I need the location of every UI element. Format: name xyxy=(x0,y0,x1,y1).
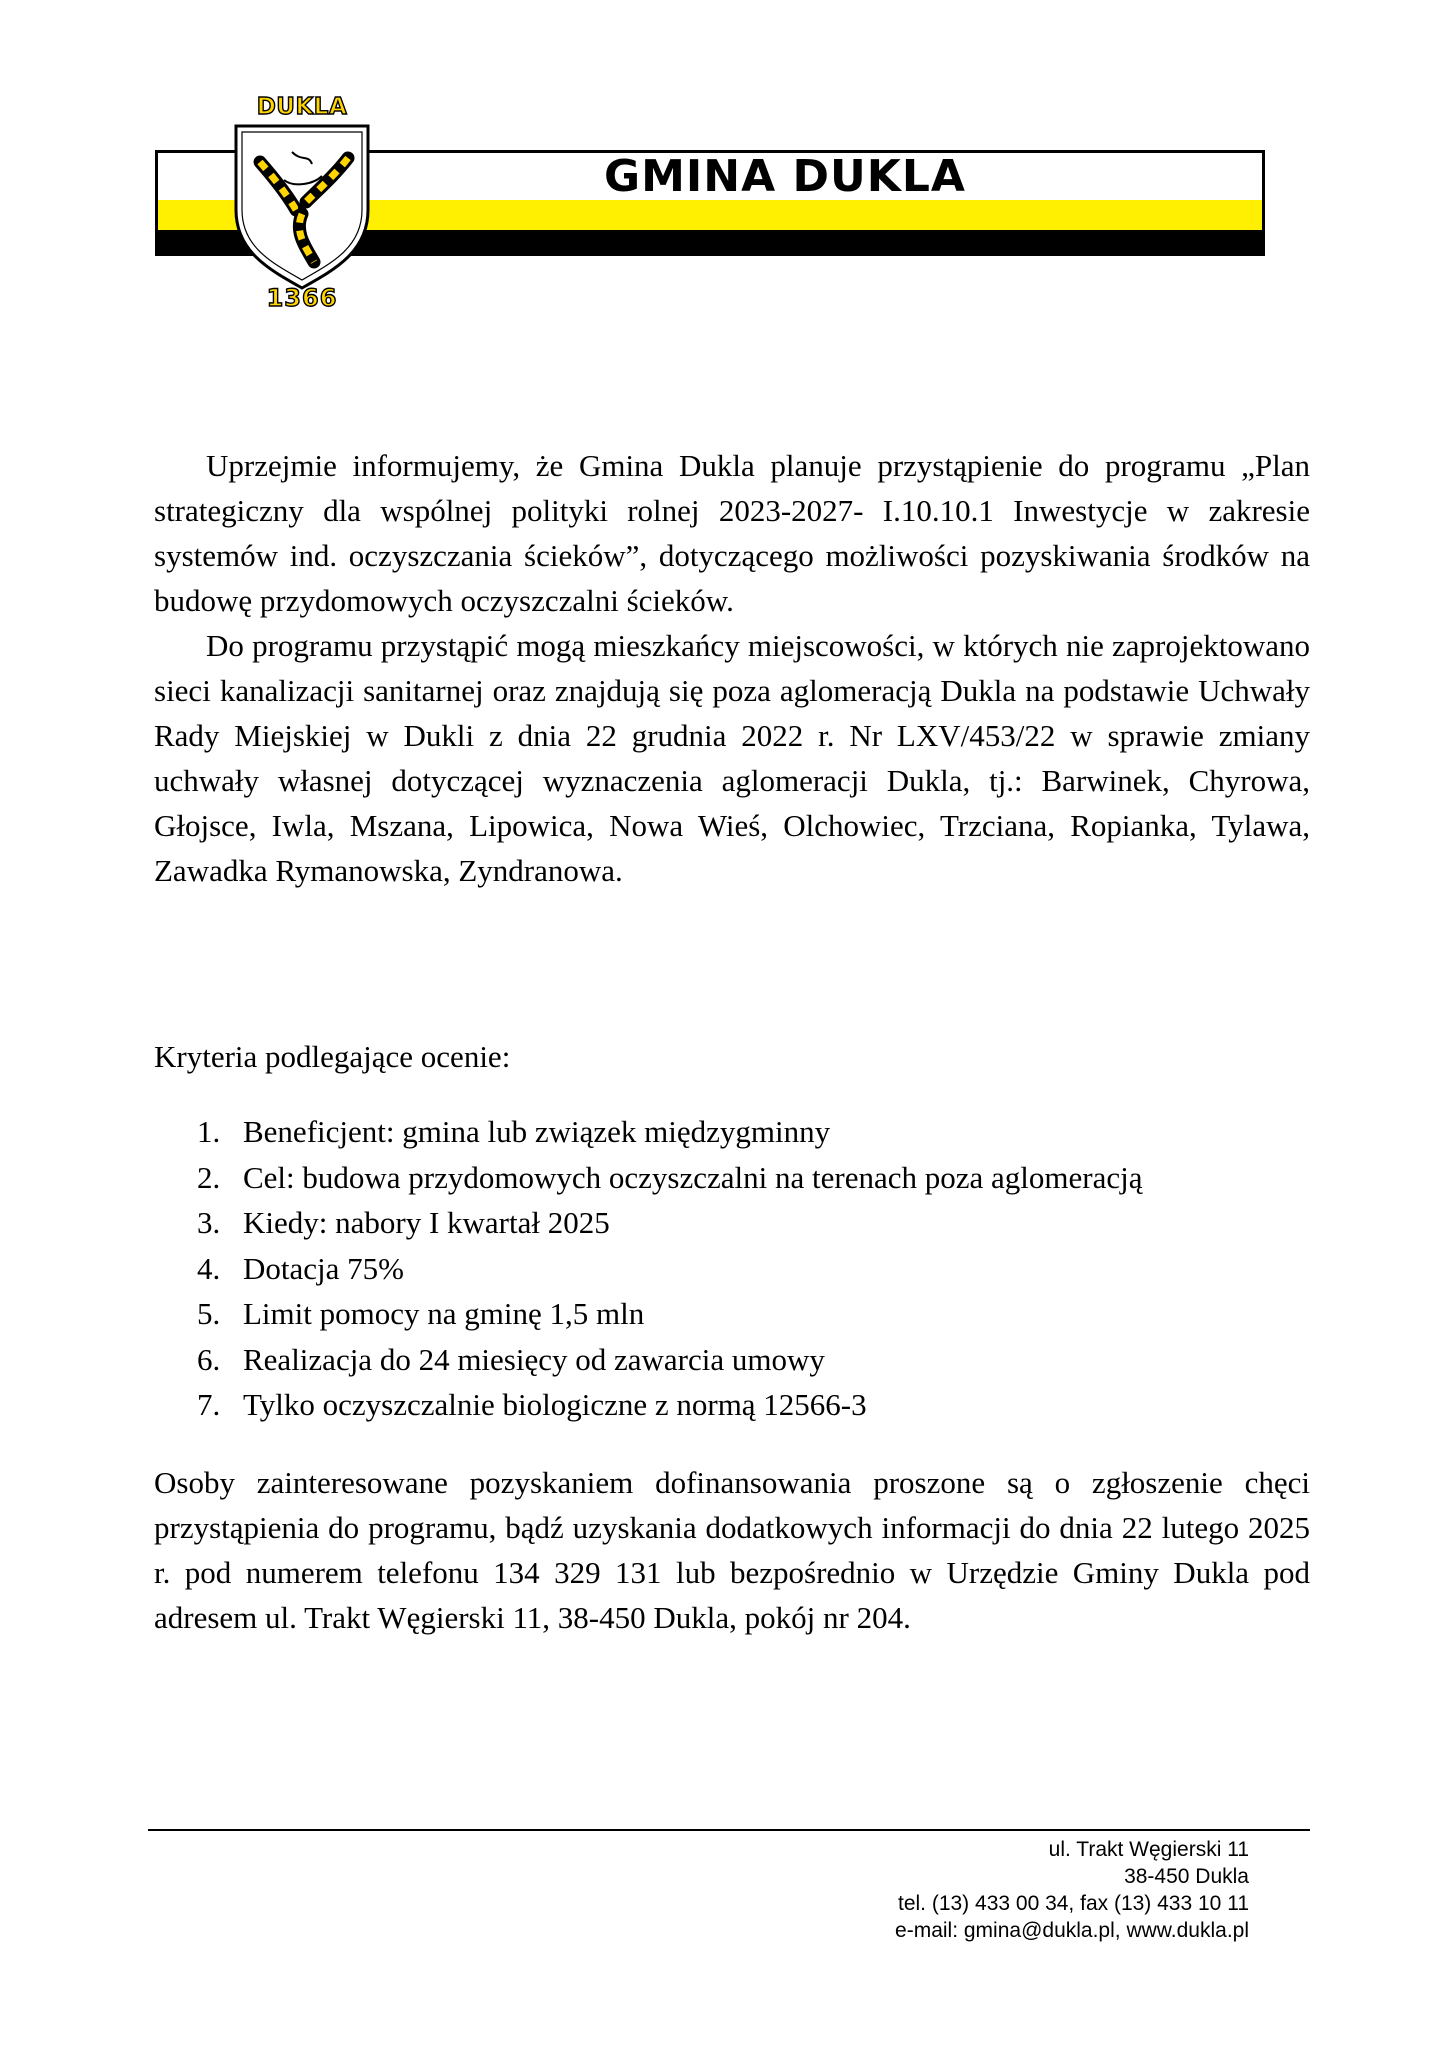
crest-year: 1366 xyxy=(266,284,338,312)
footer-phone: tel. (13) 433 00 34, fax (13) 433 10 11 xyxy=(897,1892,1249,1915)
closing-paragraph: Osoby zainteresowane pozyskaniem dofinansowania proszone są o zgłoszenie chęci przystąpienia do programu, bądź uzyskania dodatkowych informacji do dnia 22 lutego 2025 r. pod numerem telefonu 134 329 131 lub bezpośrednio w Urzędzie Gminy Dukla pod adresem ul. Trakt Węgierski 11, 38-450 Dukla, pokój nr 204. xyxy=(154,1465,1310,1635)
header-title: GMINA DUKLA xyxy=(604,151,966,202)
list-item-number: 6. xyxy=(197,1341,221,1377)
list-item-number: 1. xyxy=(197,1114,221,1149)
list-item xyxy=(197,1382,1142,1428)
list-item xyxy=(197,1155,1142,1201)
footer-city: 38-450 Dukla xyxy=(1124,1865,1249,1888)
list-item-text: Realizacja do 24 miesięcy od zawarcia umowy xyxy=(243,1341,825,1377)
closing-section xyxy=(154,1460,1310,1640)
list-item-number: 2. xyxy=(197,1159,221,1195)
intro-paragraph: Uprzejmie informujemy, że Gmina Dukla planuje przystąpienie do programu „Plan strategiczny dla wspólnej polityki rolnej 2023-2027- I.10.10.1 Inwestycje w zakresie systemów ind. oczyszczania ścieków”, dotyczącego możliwości pozyskiwania środków na budowę przydomowych oczyszczalni ścieków. xyxy=(154,448,1310,618)
list-item-number: 3. xyxy=(197,1205,221,1240)
list-item-text: Dotacja 75% xyxy=(243,1250,404,1286)
list-item xyxy=(197,1291,1142,1337)
list-item-text: Tylko oczyszczalnie biologiczne z normą 12566-3 xyxy=(243,1387,867,1422)
crest-name: DUKLA xyxy=(256,94,348,120)
criteria-list xyxy=(197,1109,1142,1428)
criteria-label: Kryteria podlegające ocenie: xyxy=(154,1039,511,1074)
intro-section xyxy=(154,443,1310,893)
footer-street: ul. Trakt Węgierski 11 xyxy=(1048,1838,1249,1861)
list-item-text: Limit pomocy na gminę 1,5 mln xyxy=(243,1296,645,1331)
list-item-text: Beneficjent: gmina lub związek międzygminny xyxy=(243,1114,831,1149)
list-item xyxy=(197,1337,1142,1383)
footer-address xyxy=(895,1836,1249,1944)
eligibility-paragraph: Do programu przystąpić mogą mieszkańcy miejscowości, w których nie zaprojektowano sieci kanalizacji sanitarnej oraz znajdują się poza aglomeracją Dukla na podstawie Uchwały Rady Miejskiej w Dukli z dnia 22 grudnia 2022 r. Nr LXV/453/22 w sprawie zmiany uchwały własnej dotyczącej wyznaczenia aglomeracji Dukla, tj.: Barwinek, Chyrowa, Głojsce, Iwla, Mszana, Lipowica, Nowa Wieś, Olchowiec, Trzciana, Ropianka, Tylawa, Zawadka Rymanowska, Zyndranowa. xyxy=(154,628,1310,888)
list-item-number: 4. xyxy=(197,1250,221,1286)
coat-of-arms-icon xyxy=(222,92,382,317)
list-item xyxy=(197,1246,1142,1292)
list-item-text: Kiedy: nabory I kwartał 2025 xyxy=(243,1205,610,1240)
list-item xyxy=(197,1109,1142,1155)
list-item-text: Cel: budowa przydomowych oczyszczalni na terenach poza aglomeracją xyxy=(243,1159,1143,1195)
list-item-number: 7. xyxy=(197,1387,221,1422)
list-item-number: 5. xyxy=(197,1296,221,1331)
list-item xyxy=(197,1200,1142,1246)
footer-contact: e-mail: gmina@dukla.pl, www.dukla.pl xyxy=(895,1919,1249,1942)
footer-divider xyxy=(148,1829,1310,1831)
letterhead xyxy=(0,0,1448,330)
